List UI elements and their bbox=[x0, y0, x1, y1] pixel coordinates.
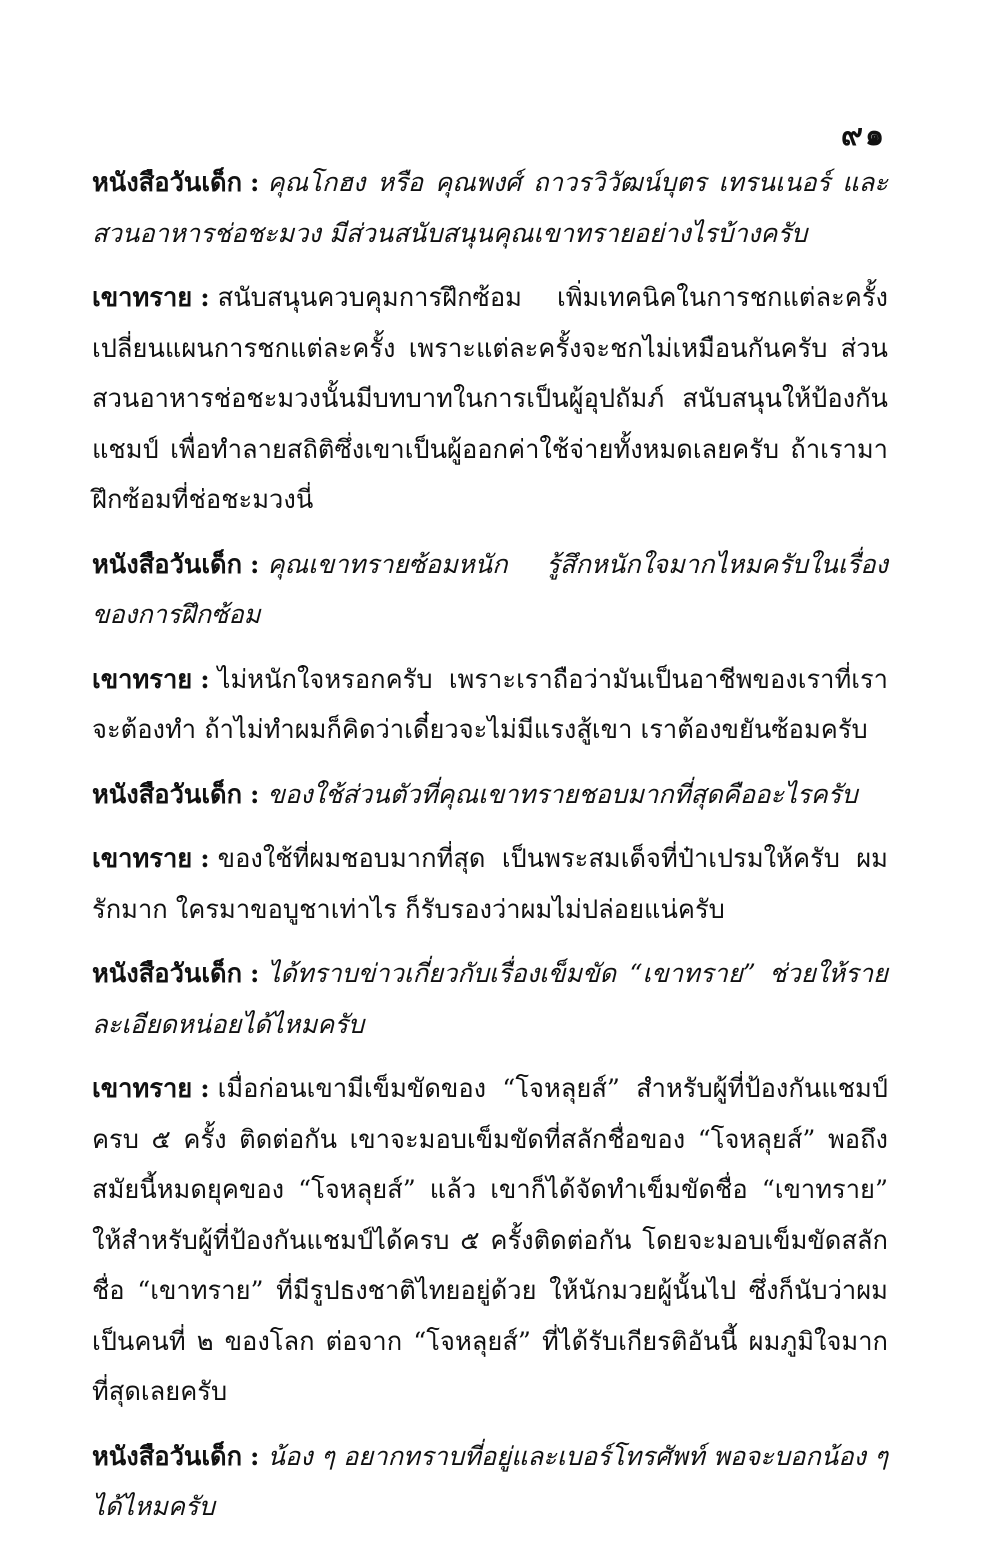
speaker-separator: : bbox=[250, 168, 260, 198]
speaker-separator: : bbox=[250, 779, 260, 810]
speaker-separator: : bbox=[200, 283, 210, 313]
speaker-label: หนังสือวันเด็ก bbox=[92, 1441, 243, 1472]
dialogue-question-2 bbox=[92, 540, 888, 641]
page-number: ๙๑ bbox=[840, 118, 886, 153]
dialogue-answer-4 bbox=[92, 1064, 888, 1418]
speaker-label: หนังสือวันเด็ก bbox=[92, 779, 243, 810]
speaker-separator: : bbox=[200, 1074, 210, 1104]
question-text: น้อง ๆ อยากทราบที่อยู่และเบอร์โทรศัพท์ พอจะบอกน้อง ๆ ได้ไหมครับ bbox=[92, 1441, 888, 1522]
question-text: คุณเขาทรายซ้อมหนัก รู้สึกหนักใจมากไหมครับในเรื่องของการฝึกซ้อม bbox=[92, 549, 888, 630]
dialogue-answer-1 bbox=[92, 273, 888, 526]
dialogue-answer-3 bbox=[92, 834, 888, 935]
speaker-separator: : bbox=[250, 959, 260, 989]
dialogue-answer-2 bbox=[92, 655, 888, 756]
speaker-separator: : bbox=[200, 844, 210, 874]
speaker-label: เขาทราย bbox=[92, 844, 193, 874]
answer-text: เมื่อก่อนเขามีเข็มขัดของ “โจหลุยส์” สำหรับผู้ที่ป้องกันแชมป์ครบ ๕ ครั้ง ติดต่อกัน เขาจะมอบเข็มขัดที่สลักชื่อของ “โจหลุยส์” พอถึงสมัยนี้หมดยุคของ “โจหลุยส์” แล้ว เขาก็ได้จัดทำเข็มขัดชื่อ “เขาทราย” ให้สำหรับผู้ที่ป้องกันแชมป์ได้ครบ ๕ ครั้งติดต่อกัน โดยจะมอบเข็มขัดสลักชื่อ “เขาทราย” ที่มีรูปธงชาติไทยอยู่ด้วย ให้นักมวยผู้นั้นไป ซึ่งก็นับว่าผมเป็นคนที่ ๒ ของโลก ต่อจาก “โจหลุยส์” ที่ได้รับเกียรติอันนี้ ผมภูมิใจมากที่สุดเลยครับ bbox=[92, 1074, 888, 1407]
speaker-separator: : bbox=[250, 1441, 260, 1472]
speaker-label: หนังสือวันเด็ก bbox=[92, 549, 243, 580]
answer-text: ไม่หนักใจหรอกครับ เพราะเราถือว่ามันเป็นอาชีพของเราที่เราจะต้องทำ ถ้าไม่ทำผมก็คิดว่าเดี๋ยวจะไม่มีแรงสู้เขา เราต้องขยันซ้อมครับ bbox=[92, 664, 888, 745]
dialogue-question-5 bbox=[92, 1432, 888, 1533]
speaker-separator: : bbox=[200, 664, 210, 695]
interview-content bbox=[92, 158, 888, 1547]
answer-text: สนับสนุนควบคุมการฝึกซ้อม เพิ่มเทคนิคในการชกแต่ละครั้ง เปลี่ยนแผนการชกแต่ละครั้ง เพราะแต่ละครั้งจะชกไม่เหมือนกันครับ ส่วนสวนอาหารช่อชะมวงนั้นมีบทบาทในการเป็นผู้อุปถัมภ์ สนับสนุนให้ป้องกันแชมป์ เพื่อทำลายสถิติซึ่งเขาเป็นผู้ออกค่าใช้จ่ายทั้งหมดเลยครับ ถ้าเรามาฝึกซ้อมที่ช่อชะมวงนี่ bbox=[92, 283, 888, 515]
dialogue-question-4 bbox=[92, 949, 888, 1050]
speaker-label: เขาทราย bbox=[92, 1074, 193, 1104]
speaker-label: หนังสือวันเด็ก bbox=[92, 959, 243, 989]
question-text: ได้ทราบข่าวเกี่ยวกับเรื่องเข็มขัด “เขาทราย” ช่วยให้รายละเอียดหน่อยได้ไหมครับ bbox=[92, 959, 888, 1040]
speaker-label: เขาทราย bbox=[92, 664, 193, 695]
question-text: ของใช้ส่วนตัวที่คุณเขาทรายชอบมากที่สุดคืออะไรครับ bbox=[267, 779, 858, 810]
dialogue-question-3 bbox=[92, 770, 888, 821]
speaker-label: หนังสือวันเด็ก bbox=[92, 168, 243, 198]
speaker-label: เขาทราย bbox=[92, 283, 193, 313]
question-text: คุณโกฮง หรือ คุณพงศ์ ถาวรวิวัฒน์บุตร เทรนเนอร์ และสวนอาหารช่อชะมวง มีส่วนสนับสนุนคุณเขาทรายอย่างไรบ้างครับ bbox=[92, 168, 888, 249]
answer-text: ของใช้ที่ผมชอบมากที่สุด เป็นพระสมเด็จที่ป๋าเปรมให้ครับ ผมรักมาก ใครมาขอบูชาเท่าไร ก็รับรองว่าผมไม่ปล่อยแน่ครับ bbox=[92, 844, 888, 925]
speaker-separator: : bbox=[250, 549, 260, 580]
dialogue-question-1 bbox=[92, 158, 888, 259]
